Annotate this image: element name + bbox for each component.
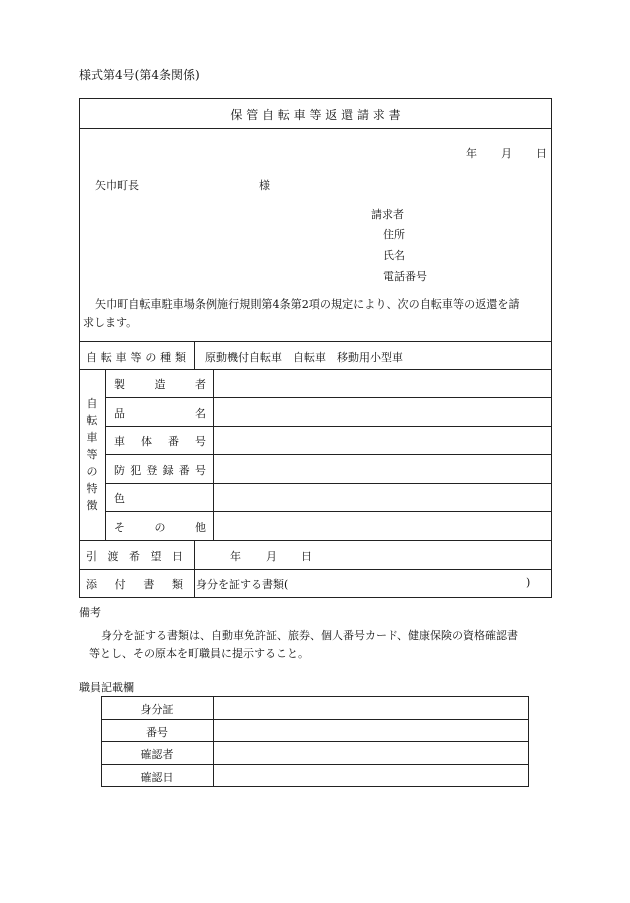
vehicle-type-label: 自 転 車 等 の 種 類 (86, 351, 186, 364)
staff-value-confirm-date[interactable] (214, 765, 528, 786)
remarks-line2: 等とし、その原本を町職員に提示すること。 (89, 647, 309, 660)
staff-label-confirmer: 確認者 (140, 748, 174, 761)
feature-label-maker: 製 造 者 (114, 378, 206, 391)
attachment-value: 身分を証する書類( (196, 578, 289, 591)
feature-label-color: 色 (114, 492, 125, 505)
requester-name-label: 氏名 (383, 249, 405, 262)
feature-value-maker[interactable] (214, 370, 551, 397)
request-text-line2: 求します。 (83, 316, 138, 329)
feature-label-registration-number: 防 犯 登 録 番 号 (114, 464, 206, 477)
feature-value-color[interactable] (214, 484, 551, 511)
attachment-label: 添 付 書 類 (86, 578, 183, 591)
feature-value-registration-number[interactable] (214, 455, 551, 483)
staff-value-number[interactable] (214, 720, 528, 741)
delivery-date-label: 引 渡 希 望 日 (86, 550, 183, 563)
remarks-title: 備考 (79, 606, 101, 619)
delivery-month-label: 月 (266, 550, 277, 563)
date-year-label: 年 (466, 147, 477, 160)
feature-label-other: そ の 他 (114, 521, 206, 534)
request-text-line1: 矢巾町自転車駐車場条例施行規則第4条第2項の規定により、次の自転車等の返還を請 (95, 298, 520, 311)
form-title: 保 管 自 転 車 等 返 還 請 求 書 (230, 108, 401, 122)
requester-label: 請求者 (371, 208, 404, 221)
remarks-line1: 身分を証する書類は、自動車免許証、旅券、個人番号カード、健康保険の資格確認書 (101, 629, 519, 642)
addressee-name: 矢巾町長 (95, 179, 139, 192)
feature-label-body-number: 車 体 番 号 (114, 435, 206, 448)
staff-value-confirmer[interactable] (214, 742, 528, 764)
date-month-label: 月 (501, 147, 512, 160)
form-number: 様式第4号(第4条関係) (79, 68, 200, 82)
date-day-label: 日 (536, 147, 547, 160)
feature-value-product-name[interactable] (214, 398, 551, 426)
requester-phone-label: 電話番号 (383, 270, 427, 283)
delivery-year-label: 年 (230, 550, 241, 563)
feature-label-product-name: 品 名 (114, 407, 206, 420)
staff-label-number: 番号 (146, 726, 168, 739)
feature-value-other[interactable] (214, 512, 551, 540)
feature-value-body-number[interactable] (214, 427, 551, 454)
features-group-label: 自 転 車 等 の 特 徴 (86, 397, 98, 512)
vehicle-type-options: 原動機付自転車 自転車 移動用小型車 (205, 351, 403, 364)
attachment-close-paren: ) (526, 576, 531, 589)
staff-label-id: 身分証 (140, 703, 174, 716)
staff-section-title: 職員記載欄 (79, 681, 134, 694)
staff-value-id[interactable] (214, 697, 528, 719)
requester-address-label: 住所 (383, 228, 405, 241)
addressee-honorific: 様 (259, 179, 270, 192)
delivery-day-label: 日 (301, 550, 312, 563)
staff-label-confirm-date: 確認日 (140, 771, 174, 784)
